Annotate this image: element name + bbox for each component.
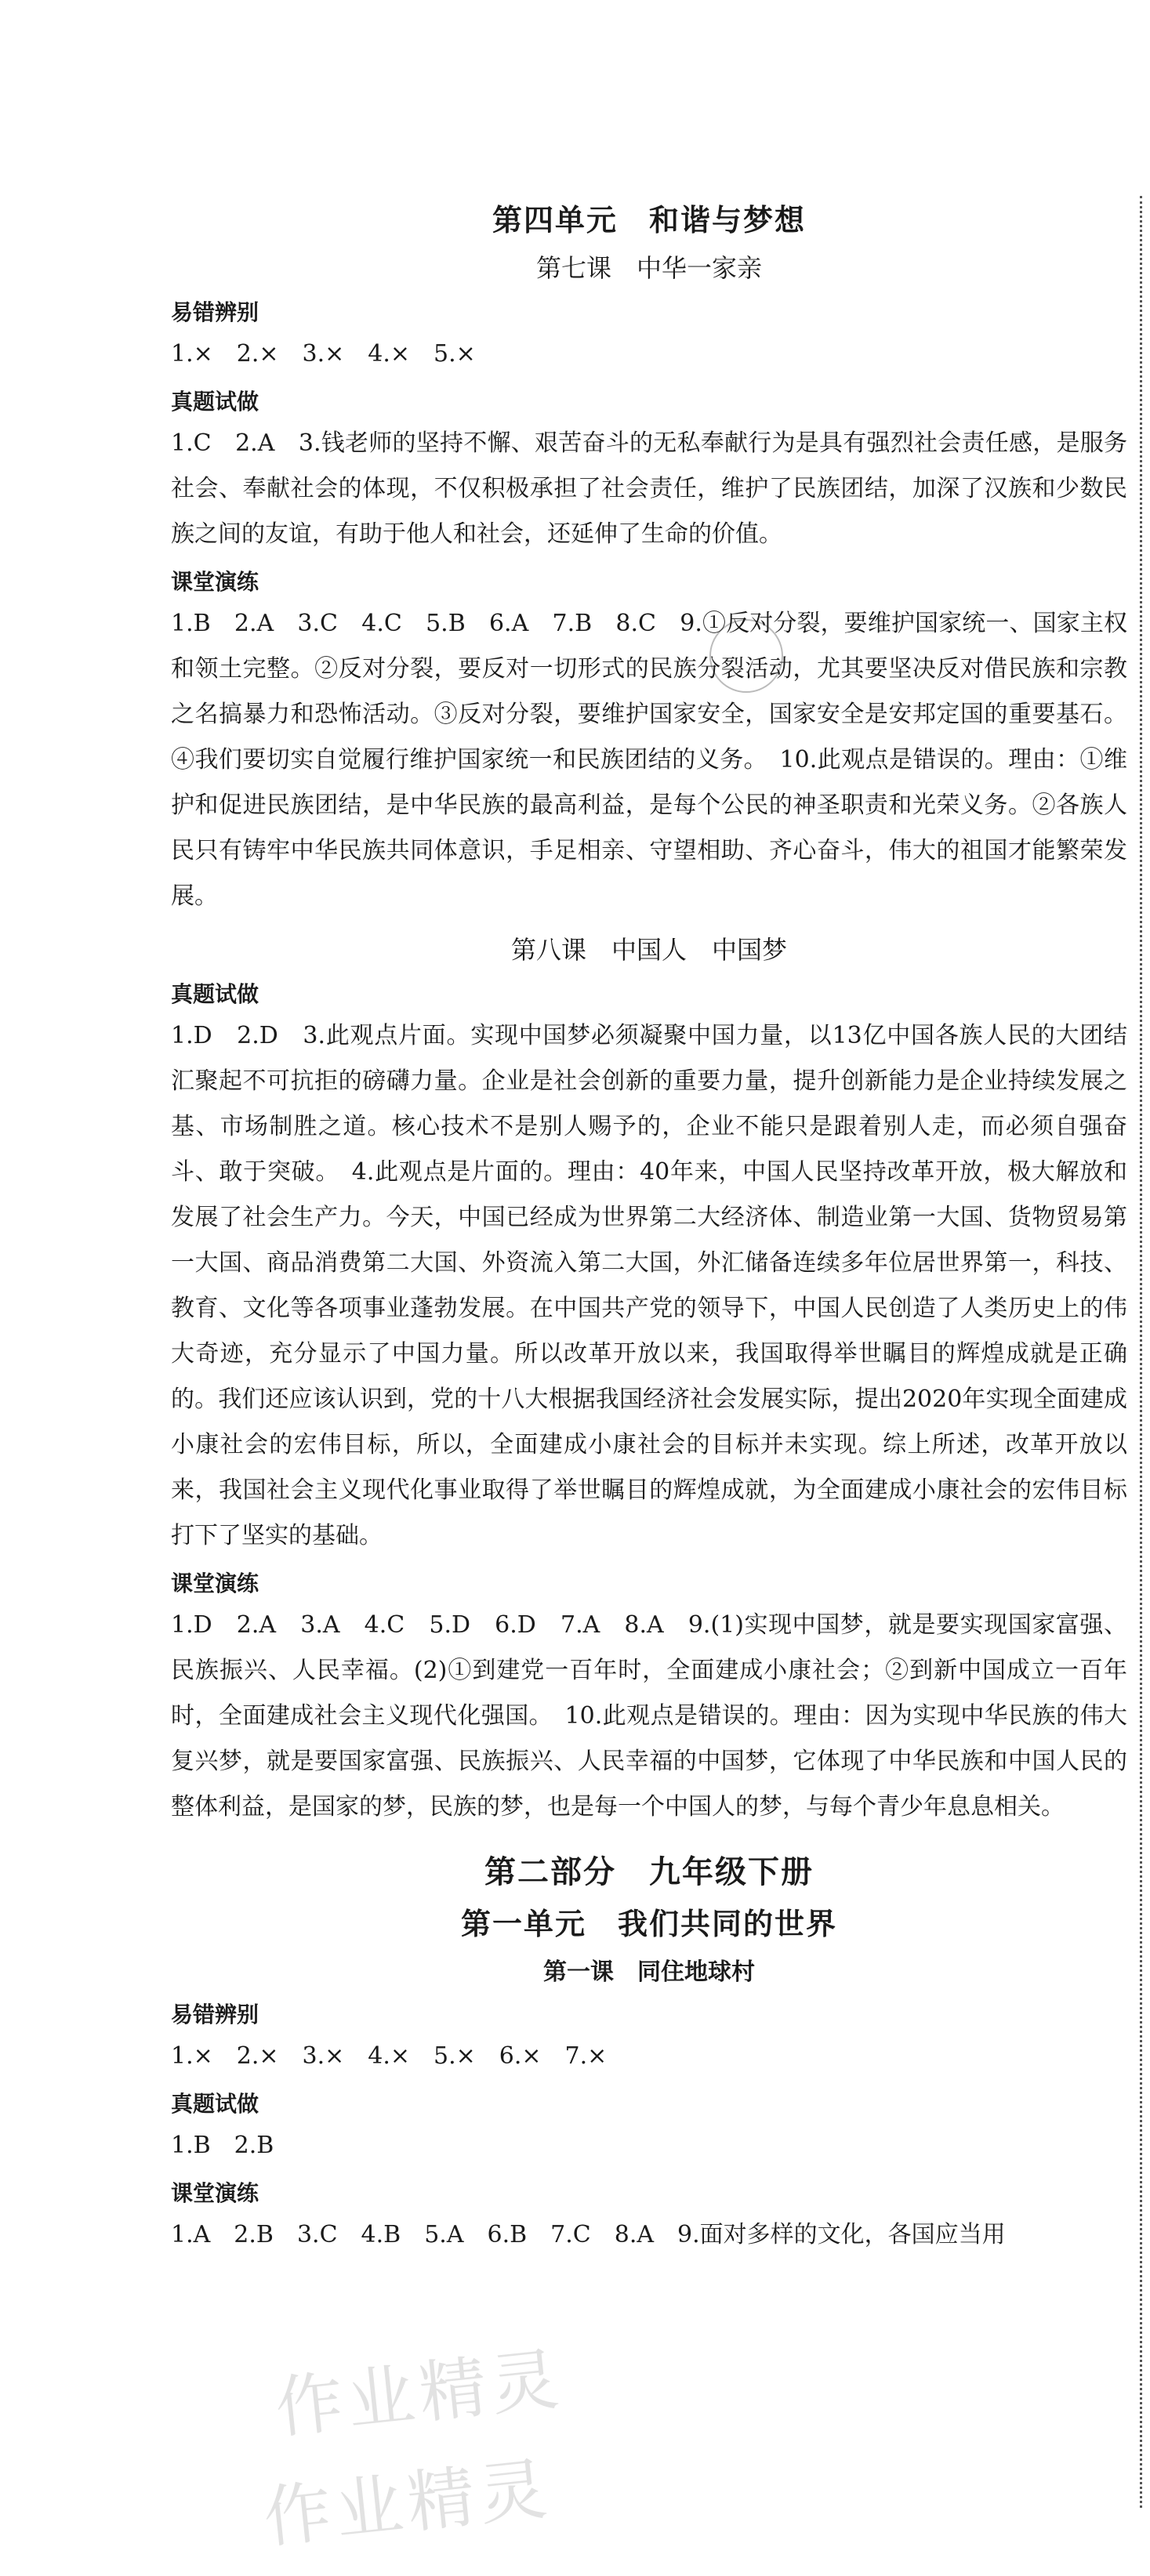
answer-text: 1.C 2.A 3.钱老师的坚持不懈、艰苦奋斗的无私奉献行为是具有强烈社会责任感，是服务社会、奉献社会的体现，不仅积极承担了社会责任，维护了民族团结，加深了汉族和少数民族之间的友谊，有助于他人和社会，还延伸了生命的价值。: [171, 429, 1127, 548]
section-heading: 真题试做: [171, 389, 259, 415]
watermark: 作业精灵: [271, 2339, 568, 2448]
answer-text: 1.A 2.B 3.C 4.B 5.A 6.B 7.C 8.A 9.面对多样的文化，各国应当用: [171, 2221, 1006, 2248]
answer-text: 1.× 2.× 3.× 4.× 5.×: [171, 340, 476, 368]
section-heading: 真题试做: [171, 2091, 259, 2117]
answer-text: 1.× 2.× 3.× 4.× 5.× 6.× 7.×: [171, 2042, 608, 2070]
part-title: 第二部分 九年级下册: [484, 1854, 814, 1890]
section-heading: 课堂演练: [171, 2180, 259, 2206]
section-heading: 真题试做: [171, 981, 259, 1007]
answer-text: 1.D 2.D 3.此观点片面。实现中国梦必须凝聚中国力量，以13亿中国各族人民的大团结汇聚起不可抗拒的磅礴力量。企业是社会创新的重要力量，提升创新能力是企业持续发展之基、市场制胜之道。核心技术不是别人赐予的，企业不能只是跟着别人走，而必须自强奋斗、敢于突破。 4.此观点是片面的。理由：40年来，中国人民坚持改革开放，极大解放和发展了社会生产力。今天，中国已经成为世界第二大经济体、制造业第一大国、货物贸易第一大国、商品消费第二大国、外资流入第二大国，外汇储备连续多年位居世界第一，科技、教育、文化等各项事业蓬勃发展。在中国共产党的领导下，中国人民创造了人类历史上的伟大奇迹，充分显示了中国力量。所以改革开放以来，我国取得举世瞩目的辉煌成就是正确的。我们还应该认识到，党的十八大根据我国经济社会发展实际，提出2020年实现全面建成小康社会的宏伟目标，所以，全面建成小康社会的目标并未实现。综上所述，改革开放以来，我国社会主义现代化事业取得了举世瞩目的辉煌成就，为全面建成小康社会的宏伟目标打下了坚实的基础。: [171, 1022, 1127, 1549]
unit-title: 第一单元 我们共同的世界: [460, 1907, 837, 1941]
answer-content: [171, 196, 1127, 2258]
watermark: 作业精灵: [259, 2449, 556, 2558]
answer-text: 1.B 2.B: [171, 2132, 274, 2159]
section-heading: 课堂演练: [171, 1571, 259, 1596]
dotted-margin-rule: [1140, 196, 1142, 2508]
lesson-title: 第七课 中华一家亲: [535, 253, 762, 283]
section-heading: 易错辨别: [171, 2002, 259, 2027]
lesson-title: 第八课 中国人 中国梦: [510, 935, 787, 965]
section-heading: 课堂演练: [171, 569, 259, 595]
unit-title: 第四单元 和谐与梦想: [492, 203, 806, 237]
answer-text: 1.B 2.A 3.C 4.C 5.B 6.A 7.B 8.C 9.①反对分裂，要维护国家统一、国家主权和领土完整。②反对分裂，要反对一切形式的民族分裂活动，尤其要坚决反对借民族和宗教之名搞暴力和恐怖活动。③反对分裂，要维护国家安全，国家安全是安邦定国的重要基石。④我们要切实自觉履行维护国家统一和民族团结的义务。 10.此观点是错误的。理由：①维护和促进民族团结，是中华民族的最高利益，是每个公民的神圣职责和光荣义务。②各族人民只有铸牢中华民族共同体意识，手足相亲、守望相助、齐心奋斗，伟大的祖国才能繁荣发展。: [171, 610, 1127, 910]
answer-text: 1.D 2.A 3.A 4.C 5.D 6.D 7.A 8.A 9.(1)实现中国梦，就是要实现国家富强、民族振兴、人民幸福。(2)①到建党一百年时，全面建成小康社会；②到新中国成立一百年时，全面建成社会主义现代化强国。 10.此观点是错误的。理由：因为实现中华民族的伟大复兴梦，就是要国家富强、民族振兴、人民幸福的中国梦，它体现了中华民族和中国人民的整体利益，是国家的梦，民族的梦，也是每一个中国人的梦，与每个青少年息息相关。: [171, 1611, 1127, 1821]
section-heading: 易错辨别: [171, 299, 259, 325]
lesson-title: 第一课 同住地球村: [543, 1958, 755, 1986]
